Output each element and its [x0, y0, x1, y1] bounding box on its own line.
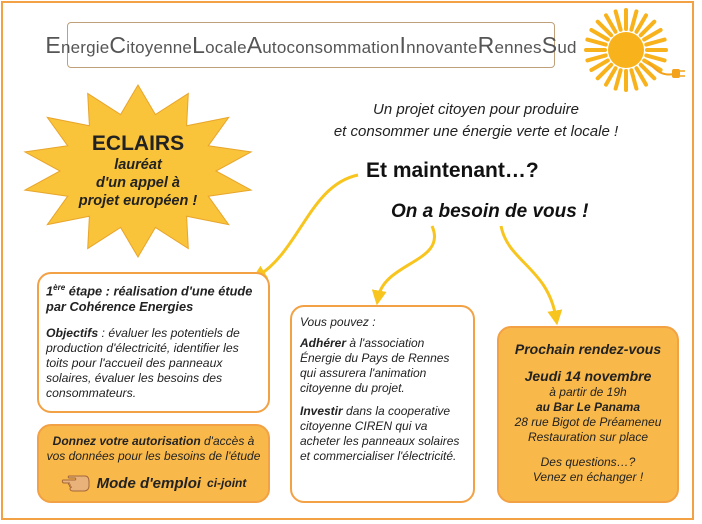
intro-text [296, 99, 656, 143]
title-word: ennes [494, 37, 542, 57]
rdv-heading: Prochain rendez-vous [514, 341, 662, 357]
rdv-lieu: au Bar Le Panama [535, 400, 641, 414]
rdv-questions: Des questions…? [540, 455, 636, 469]
etape-sup: ère [53, 283, 66, 292]
autorisation-text [45, 434, 262, 464]
pointing-hand-icon [61, 473, 91, 493]
etape-number: 1 [46, 283, 54, 299]
ci-joint-label: ci-joint [207, 475, 247, 490]
rdv-restauration: Restauration sur place [527, 430, 649, 444]
adherer-text [300, 336, 465, 396]
badge-title: ECLAIRS [91, 132, 185, 155]
title-word: nergie [60, 37, 110, 57]
title-initial: C [109, 31, 127, 58]
rdv-date: Jeudi 14 novembre [524, 368, 652, 384]
rdv-echanger: Venez en échanger ! [532, 470, 644, 484]
rdv-adresse: 28 rue Bigot de Préameneu [514, 415, 662, 429]
title-initial: L [192, 31, 206, 58]
mode-emploi-row[interactable] [45, 473, 262, 493]
title-word: utoconsommation [262, 37, 400, 57]
title-word: ud [557, 37, 577, 57]
investir-text [300, 404, 465, 464]
title-word: itoyenne [126, 37, 193, 57]
badge-line: lauréat [114, 157, 162, 173]
title-banner [45, 22, 577, 68]
title-word: nnovante [406, 37, 478, 57]
maintenant-heading: Et maintenant…? [366, 159, 539, 182]
autorisation-box [37, 424, 270, 503]
mode-emploi-label[interactable]: Mode d'emploi [96, 474, 202, 492]
title-initial: E [45, 31, 61, 58]
title-initial: R [477, 31, 495, 58]
objectifs-label: Objectifs [46, 326, 99, 341]
investir-body: dans la cooperative citoyenne CIREN qui va acheter les panneaux solaires et commercialiser l'électricité. [300, 404, 460, 463]
objectifs-body: : évaluer les potentiels de production d'électricité, identifier les toits pour l'accueil des panneaux solaires, évaluer les besoins des consommateurs. [46, 326, 240, 401]
title-initial: S [541, 31, 558, 58]
vous-pouvez-box [290, 305, 475, 503]
autorisation-bold: Donnez votre autorisation [52, 434, 201, 448]
autorisation-body: d'accès à vos données pour les besoins de l'étude [46, 434, 261, 463]
etude-heading [46, 280, 261, 315]
rdv-heure: à partir de 19h [549, 385, 627, 399]
title-initial: A [246, 31, 263, 58]
besoin-heading: On a besoin de vous ! [391, 201, 589, 222]
adherer-body: à l'association Énergie du Pays de Rennes qui assurera l'animation citoyenne du projet. [300, 336, 450, 395]
sun-plug-logo-icon [582, 6, 688, 94]
laureat-badge [20, 83, 256, 259]
badge-line: d'un appel à [95, 175, 180, 191]
intro-line: et consommer une énergie verte et locale ! [333, 123, 619, 140]
title-word: ocale [205, 37, 247, 57]
adherer-label: Adhérer [300, 336, 347, 350]
investir-label: Investir [300, 404, 343, 418]
etape-heading-text: étape : réalisation d'une étude par Cohérence Energies [46, 283, 253, 315]
pouvez-lead: Vous pouvez : [300, 315, 376, 329]
badge-line: projet européen ! [78, 193, 198, 209]
title-initial: I [399, 31, 407, 58]
intro-line: Un projet citoyen pour produire [373, 101, 579, 118]
objectifs-text [46, 326, 261, 401]
rendez-vous-box [497, 326, 679, 503]
etude-box [37, 272, 270, 413]
